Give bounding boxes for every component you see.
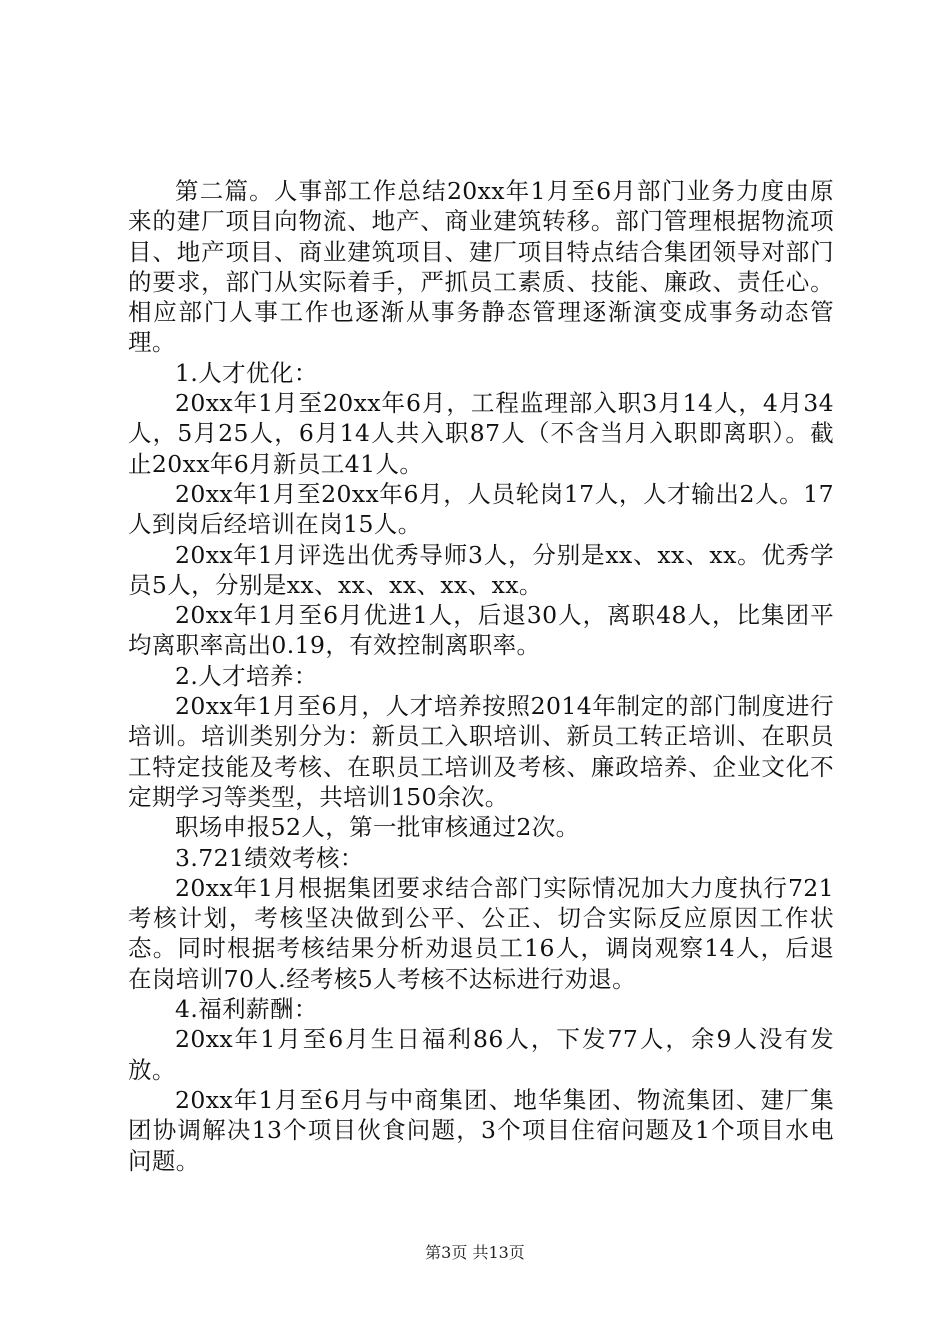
paragraph-rotation: 20xx年1月至20xx年6月，人员轮岗17人，人才输出2人。17人到岗后经培训在岗15人。 [128,479,834,539]
paragraph-coordination: 20xx年1月至6月与中商集团、地华集团、物流集团、建厂集团协调解决13个项目伙食问题，3个项目住宿问题及1个项目水电问题。 [128,1085,834,1175]
paragraph-turnover: 20xx年1月至6月优进1人，后退30人，离职48人，比集团平均离职率高出0.19，有效控制离职率。 [128,601,834,660]
heading-welfare: 4.福利薪酬： [175,995,318,1024]
paragraph-training: 20xx年1月至6月，人才培养按照2014年制定的部门制度进行培训。培训类别分为：新员工入职培训、新员工转正培训、在职员工特定技能及考核、在职员工培训及考核、廉政培养、企业文化不定期学习等类型，共培训150余次。 [128,692,834,811]
paragraph-intro: 第二篇。人事部工作总结20xx年1月至6月部门业务力度由原来的建厂项目向物流、地产、商业建筑转移。部门管理根据物流项目、地产项目、商业建筑项目、建厂项目特点结合集团领导对部门的要求，部门从实际着手，严抓员工素质、技能、廉政、责任心。相应部门人事工作也逐渐从事务静态管理逐渐演变成事务动态管理。 [128,177,834,357]
paragraph-title-application: 职场申报52人，第一批审核通过2次。 [175,813,580,842]
paragraph-mentors: 20xx年1月评选出优秀导师3人，分别是xx、xx、xx。优秀学员5人，分别是xx、xx、xx、xx、xx。 [128,540,834,599]
paragraph-hiring: 20xx年1月至20xx年6月，工程监理部入职3月14人，4月34人，5月25人，6月14人共入职87人（不含当月入职即离职）。截止20xx年6月新员工41人。 [128,389,834,478]
paragraph-birthday-welfare: 20xx年1月至6月生日福利86人，下发77人，余9人没有发放。 [128,1025,834,1084]
heading-talent-optimization: 1.人才优化： [175,358,318,387]
heading-talent-training: 2.人才培养： [175,661,318,690]
page-number-footer: 第3页 共13页 [425,1243,525,1262]
paragraph-performance: 20xx年1月根据集团要求结合部门实际情况加大力度执行721考核计划，考核坚决做到公平、公正、切合实际反应原因工作状态。同时根据考核结果分析劝退员工16人，调岗观察14人，后退在岗培训70人.经考核5人考核不达标进行劝退。 [128,873,834,993]
document-body [128,176,834,1176]
heading-performance: 3.721绩效考核： [175,843,364,872]
